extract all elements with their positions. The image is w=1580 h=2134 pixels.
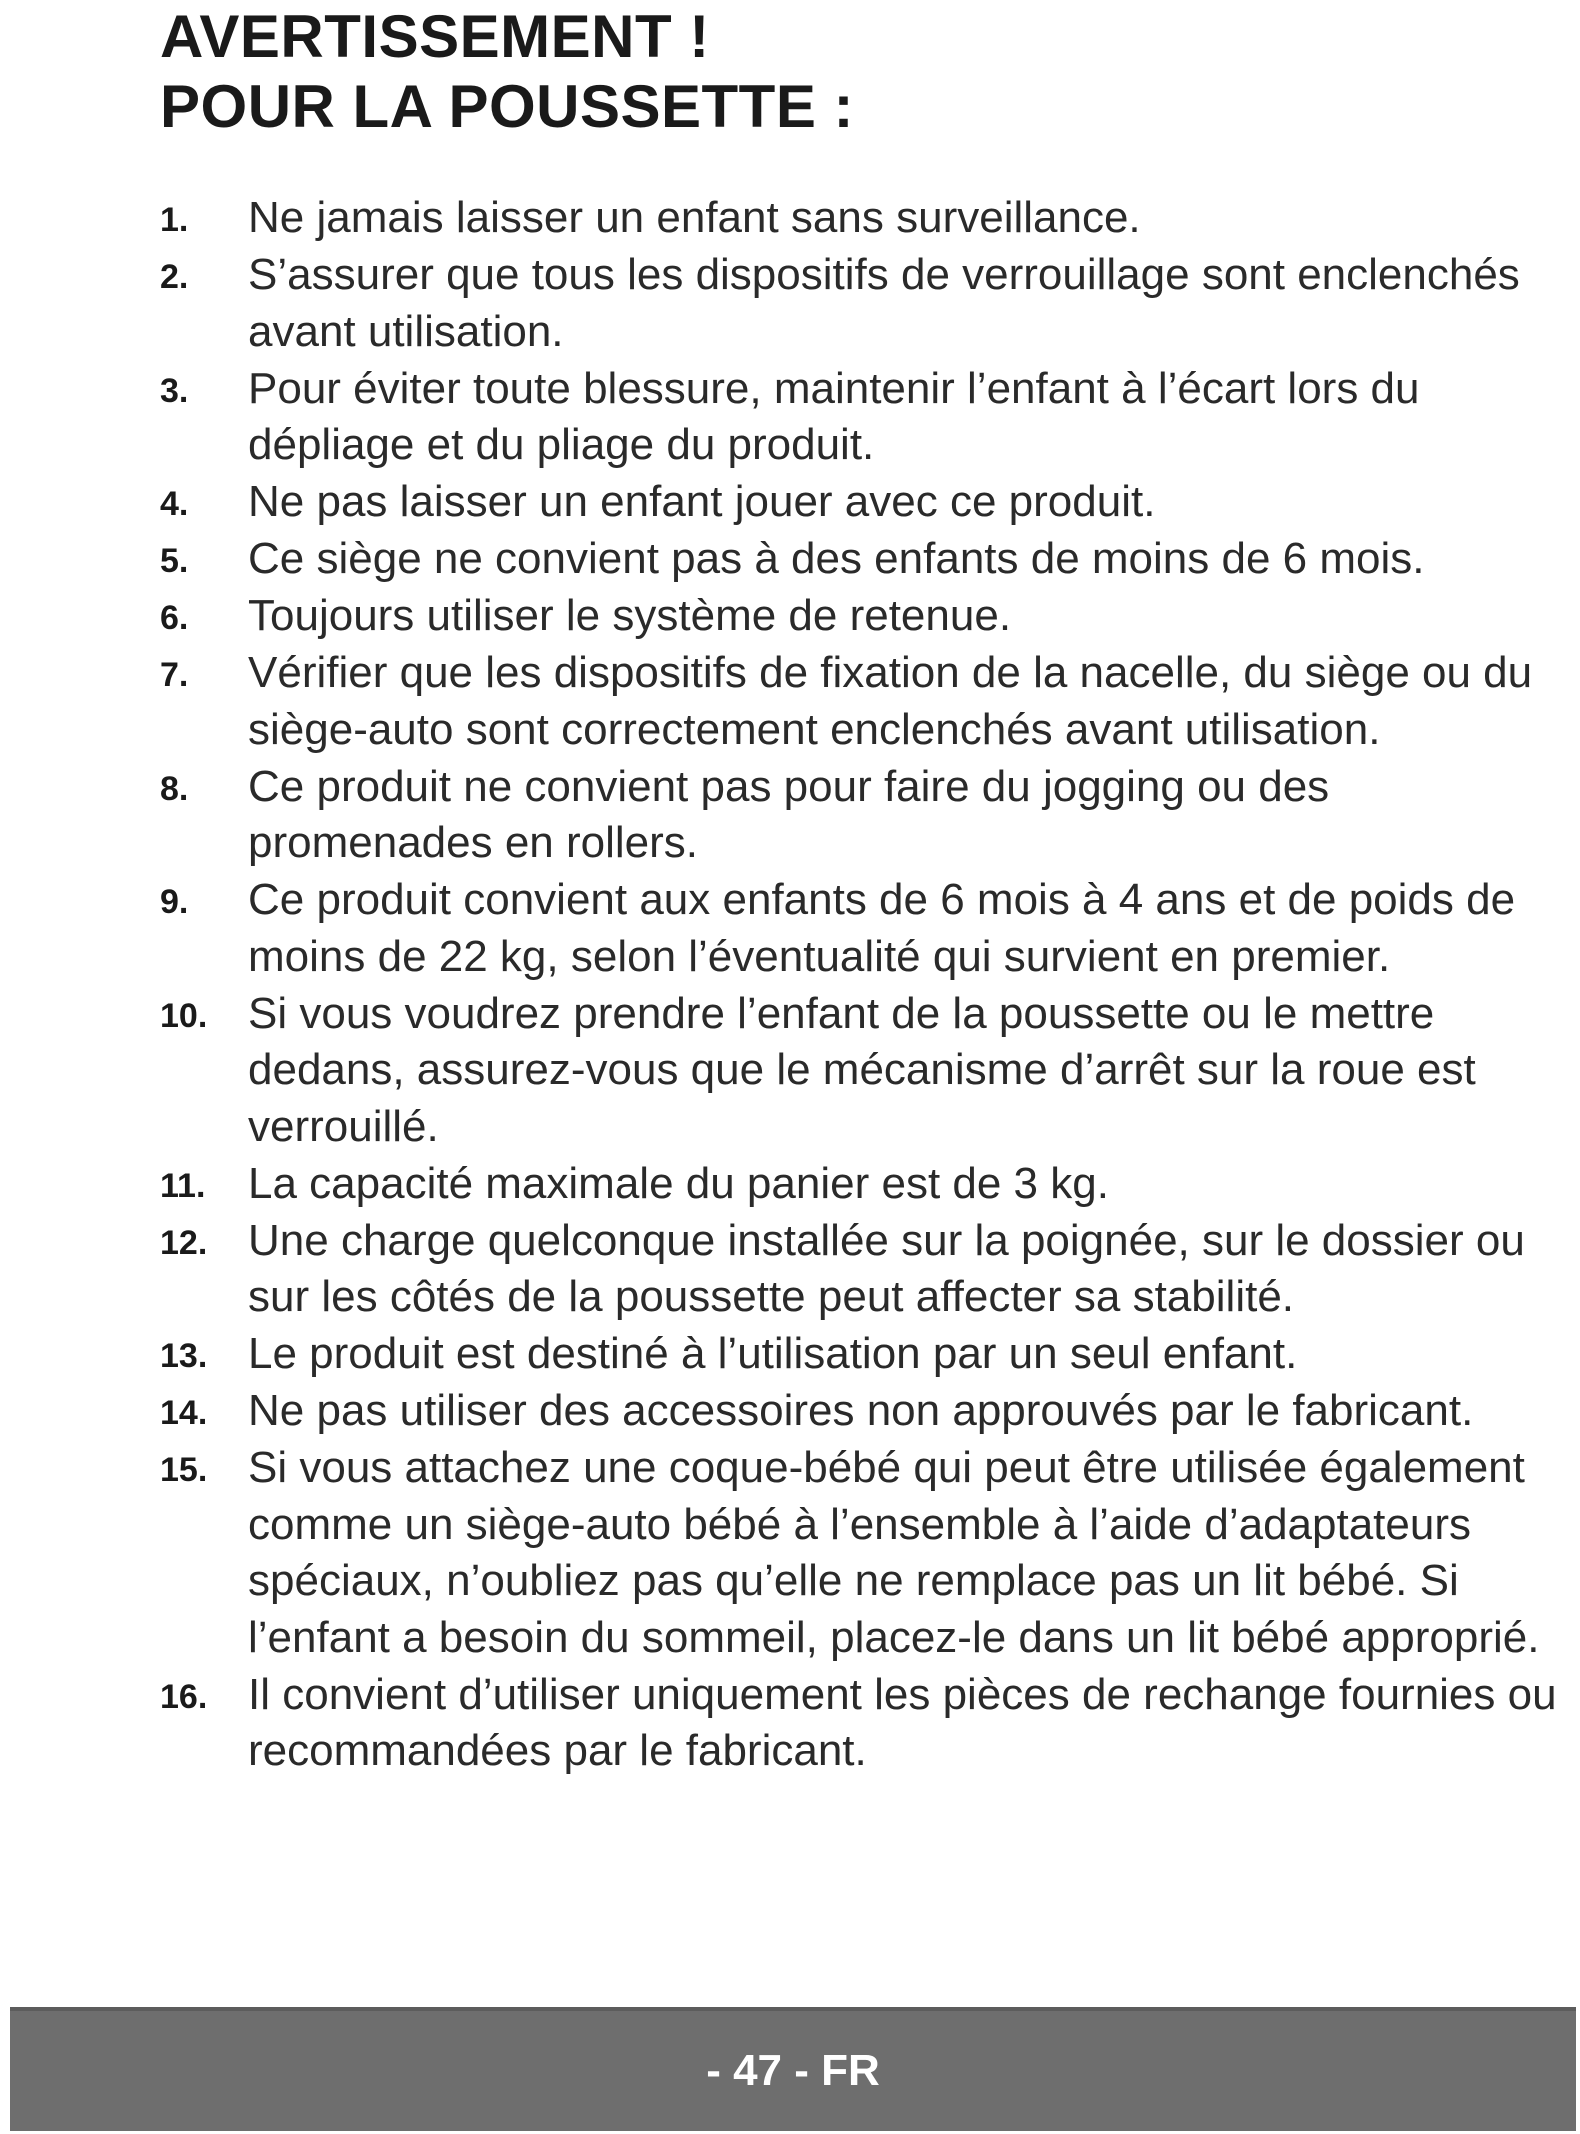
item-text: Toujours utiliser le système de retenue. <box>248 591 1012 640</box>
item-number: 14. <box>160 1394 208 1432</box>
item-text: Ce produit ne convient pas pour faire du jogging ou des promenades en rollers. <box>248 761 1330 867</box>
item-text: Ce produit convient aux enfants de 6 mois à 4 ans et de poids de moins de 22 kg, selon l’éventualité qui survient en premier. <box>248 875 1516 981</box>
page-footer <box>10 2007 1576 2131</box>
warning-item <box>160 190 1560 247</box>
warning-item <box>160 872 1560 985</box>
item-number: 13. <box>160 1337 208 1375</box>
item-number: 11. <box>160 1166 206 1205</box>
item-text: Le produit est destiné à l’utilisation par un seul enfant. <box>248 1329 1298 1378</box>
warning-item <box>160 1156 1560 1213</box>
item-number: 4. <box>160 485 189 523</box>
warning-item <box>160 1326 1560 1383</box>
item-number: 1. <box>160 201 189 239</box>
warning-item <box>160 1440 1560 1666</box>
item-number: 9. <box>160 883 189 921</box>
warning-item <box>160 645 1560 758</box>
page-number: - 47 - FR <box>706 2046 880 2095</box>
item-text: Si vous attachez une coque-bébé qui peut être utilisée également comme un siège-auto bébé à l’ensemble à l’aide d’adaptateurs spéciaux, n’oubliez pas qu’elle ne remplace pas un lit bébé. Si l’enfant a besoin du sommeil, placez-le dans un lit bébé approprié. <box>248 1443 1540 1662</box>
warning-item <box>160 474 1560 531</box>
warning-item <box>160 1667 1560 1780</box>
item-number: 8. <box>160 769 189 808</box>
title-line-2: POUR LA POUSSETTE : <box>160 73 854 140</box>
warning-item <box>160 1213 1560 1326</box>
warning-item <box>160 247 1560 360</box>
item-text: La capacité maximale du panier est de 3 kg. <box>248 1158 1109 1208</box>
item-number: 3. <box>160 371 189 410</box>
item-number: 15. <box>160 1451 208 1489</box>
title-line-1: AVERTISSEMENT ! <box>160 3 710 70</box>
warning-item <box>160 1383 1560 1440</box>
warning-item <box>160 361 1560 474</box>
item-text: Il convient d’utiliser uniquement les pièces de rechange fournies ou recommandées par le fabricant. <box>248 1669 1557 1775</box>
item-number: 10. <box>160 996 208 1035</box>
warning-item <box>160 759 1560 872</box>
item-text: Ne jamais laisser un enfant sans surveillance. <box>248 193 1141 242</box>
item-number: 16. <box>160 1677 208 1716</box>
item-number: 5. <box>160 542 189 580</box>
item-number: 12. <box>160 1223 208 1262</box>
item-number: 7. <box>160 656 189 694</box>
item-text: S’assurer que tous les dispositifs de verrouillage sont enclenchés avant utilisation. <box>248 250 1520 356</box>
item-text: Vérifier que les dispositifs de fixation de la nacelle, du siège ou du siège-auto sont correctement enclenchés avant utilisation. <box>248 648 1533 754</box>
warning-item <box>160 986 1560 1156</box>
item-text: Si vous voudrez prendre l’enfant de la poussette ou le mettre dedans, assurez-vous que le mécanisme d’arrêt sur la roue est verrouillé. <box>248 988 1476 1151</box>
item-text: Une charge quelconque installée sur la poignée, sur le dossier ou sur les côtés de la poussette peut affecter sa stabilité. <box>248 1215 1525 1321</box>
item-number: 6. <box>160 599 189 637</box>
item-text: Ce siège ne convient pas à des enfants de moins de 6 mois. <box>248 534 1425 583</box>
warning-list <box>160 190 1560 1780</box>
warning-item <box>160 531 1560 588</box>
item-number: 2. <box>160 258 189 296</box>
warning-item <box>160 588 1560 645</box>
item-text: Ne pas utiliser des accessoires non approuvés par le fabricant. <box>248 1386 1474 1435</box>
page-title <box>160 2 854 142</box>
item-text: Pour éviter toute blessure, maintenir l’enfant à l’écart lors du dépliage et du pliage du produit. <box>248 363 1420 469</box>
item-text: Ne pas laisser un enfant jouer avec ce produit. <box>248 477 1156 526</box>
